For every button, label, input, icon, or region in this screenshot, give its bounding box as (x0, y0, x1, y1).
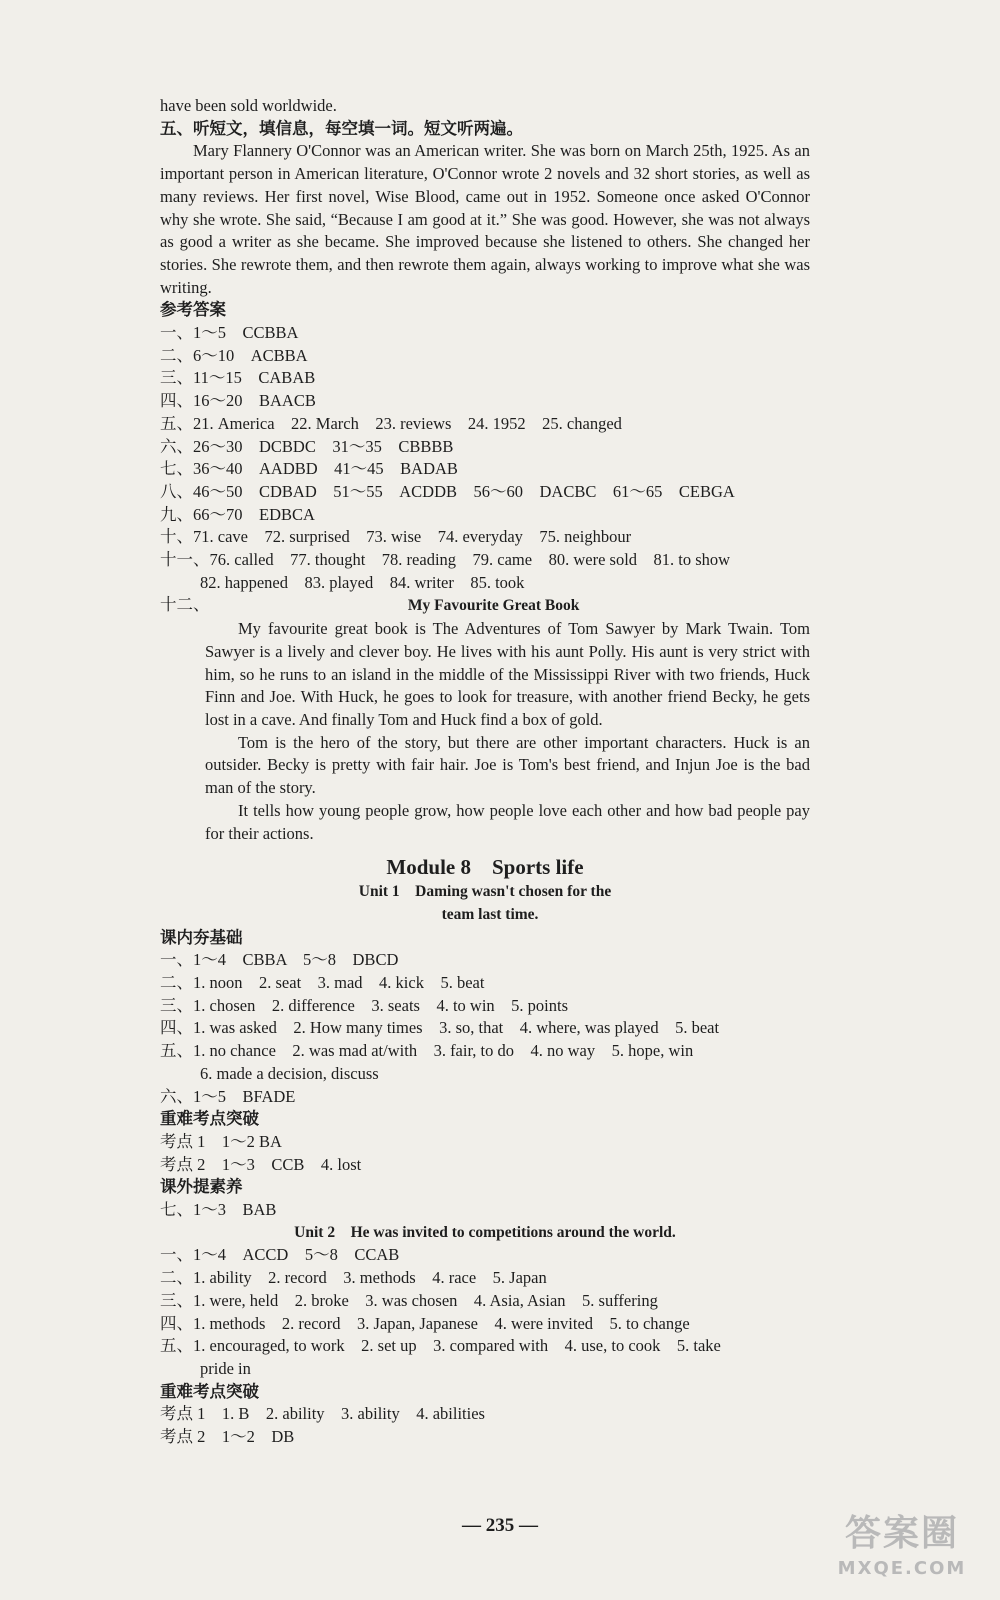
answer-line: 六、1～5 BFADE (160, 1086, 296, 1106)
answer-line: 五、1. no chance 2. was mad at/with 3. fair, to do 4. no way 5. hope, win (160, 1041, 694, 1061)
essay-label: 十二、 (160, 595, 210, 615)
listening-passage: Mary Flannery O'Connor was an American writer. She was born on March 25th, 1925. As an important person in American literature, O'Connor wrote 2 novels and 32 short stories, as well as many reviews. Her first novel, Wise Blood, came out in 1952. Someone once asked O'Connor why she wrote. She said, “Because I am good at it.” She was good. However, she was not always as good a writer as she became. She improved because she listened to others. She changed her stories. She rewrote them, and then rewrote them again, always working to improve what she was writing. (160, 141, 810, 297)
answer-line: 五、21. America 22. March 23. reviews 24. 1952 25. changed (160, 413, 622, 433)
answer-line: 考点 2 1～2 DB (160, 1427, 295, 1447)
answer-line: 二、1. ability 2. record 3. methods 4. race 5. Japan (160, 1268, 547, 1288)
answer-line: 6. made a decision, discuss (200, 1063, 379, 1083)
section-5-heading: 五、听短文，填信息，每空填一词。短文听两遍。 (160, 118, 523, 138)
answer-line: 八、46～50 CDBAD 51～55 ACDDB 56～60 DACBC 61～65 CEBGA (160, 481, 735, 501)
answer-line: 考点 1 1. B 2. ability 3. ability 4. abilities (160, 1404, 485, 1424)
page-number: — 235 — (462, 1515, 538, 1536)
answer-line: 十一、76. called 77. thought 78. reading 79. came 80. were sold 81. to show (160, 550, 731, 570)
answer-line: 二、6～10 ACBBA (160, 345, 308, 365)
answer-line: 三、1. chosen 2. difference 3. seats 4. to win 5. points (160, 995, 569, 1015)
answer-page (160, 95, 810, 1449)
answers-list (160, 322, 810, 594)
answer-line: 四、16～20 BAACB (160, 391, 316, 411)
essay-body (205, 618, 810, 845)
answer-line: 六、26～30 DCBDC 31～35 CBBBB (160, 436, 454, 456)
watermark-url: MXQE.COM (837, 1558, 967, 1579)
answer-line: 三、1. were, held 2. broke 3. was chosen 4. Asia, Asian 5. suffering (160, 1290, 658, 1310)
answer-line: 四、1. methods 2. record 3. Japan, Japanese 4. were invited 5. to change (160, 1313, 690, 1333)
unit-1-title: Unit 1 Daming wasn't chosen for the (358, 883, 612, 901)
answer-line: 一、1～5 CCBBA (160, 323, 299, 343)
top-line: have been sold worldwide. (160, 96, 337, 115)
answer-line: 三、11～15 CABAB (160, 368, 316, 388)
module-title: Module 8 Sports life (386, 855, 584, 880)
answer-line: 十、71. cave 72. surprised 73. wise 74. everyday 75. neighbour (160, 527, 632, 547)
answers-heading: 参考答案 (160, 300, 226, 320)
essay-title: My Favourite Great Book (407, 597, 580, 615)
watermark-text: 答案圈 (844, 1513, 959, 1554)
watermark-logo (822, 1510, 982, 1590)
section-heading: 课内夯基础 (160, 927, 243, 947)
answer-line: 九、66～70 EDBCA (160, 504, 315, 524)
section-heading: 课外提素养 (160, 1177, 243, 1197)
answer-line: 七、1～3 BAB (160, 1200, 277, 1220)
essay-paragraph: It tells how young people grow, how people love each other and how bad people pay for their actions. (205, 800, 810, 843)
unit-2-title: Unit 2 He was invited to competitions around the world. (294, 1223, 676, 1241)
answer-line: 二、1. noon 2. seat 3. mad 4. kick 5. beat (160, 973, 485, 993)
essay-paragraph: My favourite great book is The Adventures of Tom Sawyer by Mark Twain. Tom Sawyer is a lively and clever boy. He lives with his aunt Polly. His aunt is very strict with him, so he runs to an island in the middle of the Mississippi River with two friends, Huck Finn and Joe. With Huck, he goes to look for treasure, with another friend Becky, he gets lost in a cave. And finally Tom and Huck find a box of gold. (205, 619, 810, 729)
essay-paragraph: Tom is the hero of the story, but there are other important characters. Huck is an outsider. Becky is pretty with fair hair. Joe is Tom's best friend, and Injun Joe is the bad man of the story. (205, 732, 810, 798)
answer-line: 一、1～4 CBBA 5～8 DBCD (160, 950, 399, 970)
section-heading: 重难考点突破 (160, 1381, 259, 1401)
unit-1-title-cont: team last time. (441, 905, 539, 923)
answer-line: 考点 2 1～3 CCB 4. lost (160, 1154, 362, 1174)
section-heading: 重难考点突破 (160, 1109, 259, 1129)
essay-header (160, 594, 810, 618)
answer-line: 四、1. was asked 2. How many times 3. so, that 4. where, was played 5. beat (160, 1018, 720, 1038)
answer-line: 七、36～40 AADBD 41～45 BADAB (160, 459, 458, 479)
answer-line: 考点 1 1～2 BA (160, 1131, 282, 1151)
answer-line: 五、1. encouraged, to work 2. set up 3. compared with 4. use, to cook 5. take (160, 1336, 721, 1356)
answer-line: pride in (200, 1358, 251, 1378)
answer-line: 一、1～4 ACCD 5～8 CCAB (160, 1245, 400, 1265)
answer-line: 82. happened 83. played 84. writer 85. took (200, 572, 525, 592)
